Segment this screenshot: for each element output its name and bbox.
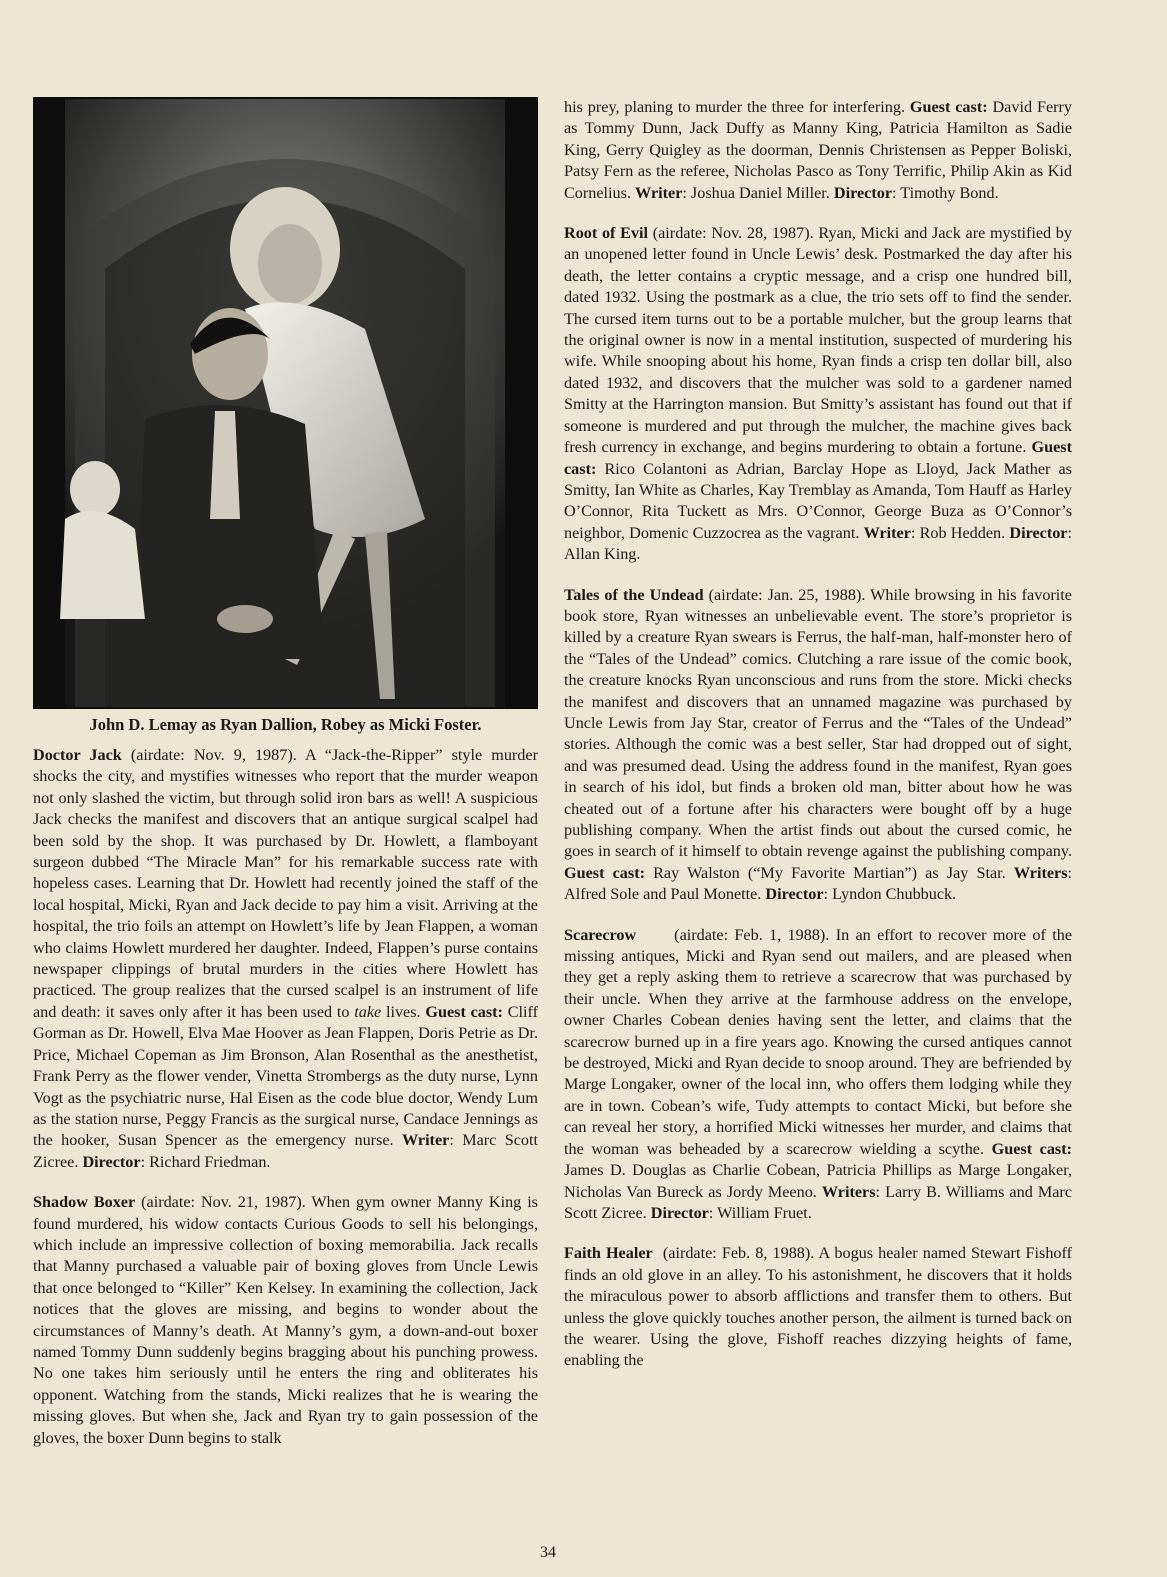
episode-title: Tales of the Undead xyxy=(564,585,704,604)
director-label: Director xyxy=(1009,523,1068,542)
episode-airdate: (airdate: Feb. 1, 1988). xyxy=(636,925,836,944)
director-label: Director xyxy=(82,1152,141,1171)
writer-label: Writer xyxy=(863,523,911,542)
episode-synopsis: Ryan, Micki and Jack are mystified by an unopened letter found in Uncle Lewis’ desk. Postmarked the day after his death, the letter contains a cryptic message, and a crisp one hundred bill, dated 1932. Using the postmark as a clue, the trio sets off to find the sender. The cursed item turns out to be a portable mulcher, but the group learns that the original owner is now in a mental institution, suspected of murdering his wife. While snooping about his home, Ryan finds a crisp ten dollar bill, also dated 1932, and discovers that the mulcher was sold to a gardener named Smitty at the Harrington mansion. But Smitty’s assistant has found out that if someone is murdered and put through the mulcher, the machine gives back fresh currency in exchange, and begins murdering to obtain a fortune. xyxy=(564,224,1072,457)
writer-name: : Rob Hedden. xyxy=(910,523,1010,542)
guest-cast-label: Guest cast: xyxy=(909,98,988,116)
episode-faith-healer xyxy=(564,1243,1072,1371)
episode-doctor-jack xyxy=(33,745,538,1173)
guest-cast-label: Guest cast: xyxy=(991,1139,1073,1158)
director-label: Director xyxy=(650,1203,709,1222)
writer-label: Writers xyxy=(1013,863,1068,882)
episode-synopsis: A “Jack-the-Ripper” style murder shocks the city, and mystifies witnesses who report that the murder weapon not only slashed the victim, but through solid iron bars as well! A suspicious Jack checks the manifest and discovers that an antique surgical scalpel had been sold by the shop. It was purchased by Dr. Howlett, a flamboyant surgeon dubbed “The Miracle Man” for his remarkable success rate with hopeless cases. Learning that Dr. Howlett had recently joined the staff of the local hospital, Micki, Ryan and Jack decide to pay him a visit. Arriving at the hospital, the trio foils an attempt on Howlett’s life by Jean Flappen, a woman who claims Howlett murdered her daughter. Indeed, Flappen’s purse contains newspaper clippings of brutal murders in the cities where Howlett has practiced. The group realizes that the cursed scalpel is an instrument of life and death: it saves only after it has been used to xyxy=(33,746,538,1021)
episode-title: Root of Evil xyxy=(564,224,649,243)
writer-name: : Joshua Daniel Miller. xyxy=(682,183,834,202)
guest-cast: Rico Colantoni as Adrian, Barclay Hope as Lloyd, Jack Mather as Smitty, Ian White as Charles, Kay Tremblay as Amanda, Tom Hauff as Harley O’Connor, Rita Tuckett as Mrs. O’Connor, George Buza as O’Connor’s neighbor, Domenic Cuzzocrea as the vagrant. xyxy=(564,459,1072,542)
writer-label: Writers xyxy=(821,1182,876,1201)
episode-airdate: (airdate: Nov. 9, 1987). xyxy=(121,746,305,764)
writer-label: Writer xyxy=(401,1131,450,1150)
director-name: : Richard Friedman. xyxy=(140,1152,271,1171)
photo-caption: John D. Lemay as Ryan Dallion, Robey as Micki Foster. xyxy=(89,715,482,734)
episode-synopsis: A bogus healer named Stewart Fishoff finds an old glove in an alley. To his astonishment, he discovers that it holds the miraculous power to absorb afflictions and transfer them to others. But unless the glove quickly touches another person, the ailment is turned back on the wearer. Using the glove, Fishoff reaches dizzying heights of fame, enabling the xyxy=(564,1244,1073,1370)
guest-cast-label: Guest cast: xyxy=(564,863,645,882)
episode-airdate: (airdate: Nov. 28, 1987). xyxy=(648,224,819,243)
episode-photo xyxy=(33,97,538,709)
episode-scarecrow xyxy=(564,925,1072,1225)
right-column xyxy=(564,97,1072,1391)
writer-label: Writer xyxy=(635,183,683,202)
guest-cast: James D. Douglas as Charlie Cobean, Patricia Phillips as Marge Longaker, Nicholas Van Bureck as Jordy Meeno. xyxy=(564,1161,1072,1201)
writer-name: : Larry B. Williams and Marc Scott Zicree. xyxy=(564,1182,1072,1222)
photo-image xyxy=(35,99,536,707)
director-label: Director xyxy=(765,885,824,904)
episode-synopsis: In an effort to recover more of the missing antiques, Micki and Ryan send out mailers, and are pleased when they get a reply asking them to retrieve a scarecrow that was purchased by their uncle. When they arrive at the farmhouse address on the envelope, owner Charles Cobean denies having sent the letter, and claims that the scarecrow burned up in a fire years ago. Knowing the cursed antiques cannot be destroyed, Micki and Ryan decide to snoop around. They are befriended by Marge Longaker, owner of the local inn, who offers them lodging while they are in town. Cobean’s wife, Tudy attempts to contact Micki, but before she can reveal her story, a horrified Micki witnesses her murder, and claims that the woman was beheaded by a scarecrow wielding a scythe. xyxy=(564,925,1073,1158)
guest-cast: Ray Walston (“My Favorite Martian”) as Jay Star. xyxy=(644,863,1014,882)
episode-title: Faith Healer xyxy=(564,1244,653,1263)
episode-synopsis-continued: his prey, planing to murder the three for interfering. xyxy=(564,98,910,116)
episode-title: Scarecrow xyxy=(564,925,637,944)
episode-synopsis-continued: lives. xyxy=(381,1002,426,1021)
episode-airdate: (airdate: Nov. 21, 1987). xyxy=(135,1193,312,1212)
episode-airdate: (airdate: Feb. 8, 1988). xyxy=(652,1244,819,1263)
guest-cast: David Ferry as Tommy Dunn, Jack Duffy as Manny King, Patricia Hamilton as Sadie King, Gerry Quigley as the doorman, Dennis Christensen as Pepper Boliski, Patsy Fern as the referee, Nicholas Pasco as Tony Terrific, Philip Akin as Kid Cornelius. xyxy=(564,98,1073,202)
guest-cast-label: Guest cast: xyxy=(564,438,1072,478)
director-name: : William Fruet. xyxy=(708,1203,812,1222)
left-column xyxy=(33,745,538,1468)
episode-synopsis: When gym owner Manny King is found murdered, his widow contacts Curious Goods to sell his belongings, which include an impressive collection of boxing memorabilia. Jack recalls that Manny purchased a valuable pair of boxing gloves from Uncle Lewis that once belonged to “Killer” Ken Kelsey. In examining the collection, Jack notices that the gloves are missing, and begins to wonder about the circumstances of Manny’s death. At Manny’s gym, a down-and-out boxer named Tommy Dunn suddenly begins bragging about his punching prowess. No one takes him seriously until he enters the ring and obliterates his opponent. Watching from the stands, Micki realizes that he is wearing the missing gloves. But when she, Jack and Ryan try to gain possession of the gloves, the boxer Dunn begins to stalk xyxy=(33,1193,538,1447)
episode-title: Doctor Jack xyxy=(33,746,122,764)
episode-root-of-evil xyxy=(564,223,1072,566)
episode-airdate: (airdate: Jan. 25, 1988). xyxy=(703,585,871,604)
guest-cast: Cliff Gorman as Dr. Howell, Elva Mae Hoover as Jean Flappen, Doris Petrie as Dr. Price, Michael Copeman as Jim Bronson, Alan Rosenthal as the anesthetist, Frank Perry as the flower vender, Vinetta Strombergs as the duty nurse, Lynn Vogt as the psychiatric nurse, Hal Eisen as the code blue doctor, Wendy Lum as the station nurse, Peggy Francis as the surgical nurse, Candace Jennings as the hooker, Susan Spencer as the emergency nurse. xyxy=(33,1002,538,1150)
emphasis-text: take xyxy=(354,1002,382,1021)
director-name: : Allan King. xyxy=(564,523,1072,564)
guest-cast-label: Guest cast: xyxy=(425,1002,503,1021)
writer-name: : Alfred Sole and Paul Monette. xyxy=(564,863,1073,904)
director-label: Director xyxy=(833,183,893,202)
episode-tales-of-the-undead xyxy=(564,585,1072,906)
episode-shadow-boxer-continued xyxy=(564,97,1072,204)
director-name: : Lyndon Chubbuck. xyxy=(823,885,957,904)
director-name: : Timothy Bond. xyxy=(892,183,999,202)
episode-synopsis: While browsing in his favorite book store, Ryan witnesses an unbelievable event. The store’s proprietor is killed by a creature Ryan swears is Ferrus, the half-man, half-monster hero of the “Tales of the Undead” comics. Clutching a rare issue of the comic book, the creature knocks Ryan unconscious and runs from the store. Micki checks the manifest and discovers that an unnamed magazine was purchased by Uncle Lewis from Jay Star, creator of Ferrus and the “Tales of the Undead” stories. Although the comic was a best seller, Star had dropped out of sight, and was presumed dead. Using the address found in the manifest, Ryan goes in search of his idol, but finds a broken old man, bitter about how he was cheated out of a fortune after his characters were bought off by a huge publishing company. When the artist finds out about the cursed comic, he goes in search of it himself to obtain revenge against the publishing company. xyxy=(564,585,1072,861)
episode-title: Shadow Boxer xyxy=(33,1193,136,1212)
episode-shadow-boxer xyxy=(33,1192,538,1449)
writer-name: : Marc Scott Zicree. xyxy=(33,1131,538,1171)
page-number: 34 xyxy=(540,1544,556,1561)
